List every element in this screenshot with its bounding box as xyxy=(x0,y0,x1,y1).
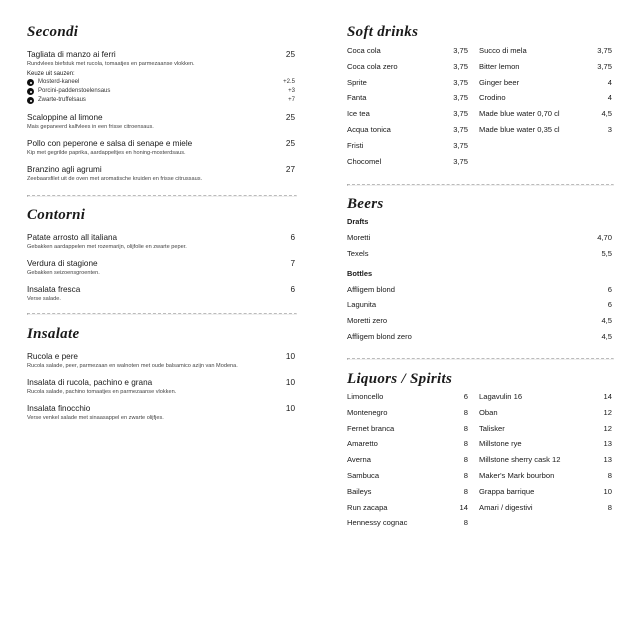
drink-price: 3,75 xyxy=(453,124,468,134)
section-title: Soft drinks xyxy=(347,24,419,40)
drink-row xyxy=(347,43,468,59)
drink-price: 3,75 xyxy=(453,140,468,150)
drink-row xyxy=(347,452,468,468)
sauce-price: +7 xyxy=(288,97,295,103)
drink-price: 8 xyxy=(607,470,612,480)
menu-item xyxy=(27,232,295,251)
item-price: 25 xyxy=(285,50,295,59)
drink-row xyxy=(347,154,468,170)
drink-name: Millstone rye xyxy=(479,439,522,449)
item-price: 7 xyxy=(290,259,295,268)
drink-name: Maker's Mark bourbon xyxy=(479,470,555,480)
drink-price: 8 xyxy=(463,455,468,465)
drink-price: 6 xyxy=(607,300,612,310)
drink-price: 3,75 xyxy=(453,61,468,71)
drink-name: Talisker xyxy=(479,423,505,433)
drink-price: 13 xyxy=(603,455,612,465)
drink-row xyxy=(479,106,612,122)
sauce-price: +3 xyxy=(288,88,295,94)
drink-row xyxy=(347,484,468,500)
drink-row xyxy=(347,436,468,452)
soft-drinks-list-1 xyxy=(347,43,468,169)
item-description: Verse salade. xyxy=(27,296,61,302)
divider xyxy=(27,195,297,197)
section-title: Secondi xyxy=(27,24,79,40)
menu-item xyxy=(27,403,295,422)
sauce-name: Mosterd-kaneel xyxy=(38,79,80,85)
sauce-option xyxy=(27,87,295,96)
item-price: 6 xyxy=(290,285,295,294)
drink-name: Sprite xyxy=(347,77,367,87)
drink-name: Lagavulin 16 xyxy=(479,392,523,401)
drink-row xyxy=(479,75,612,91)
drink-row xyxy=(479,405,612,421)
sauce-option xyxy=(27,96,295,105)
drink-name: Ginger beer xyxy=(479,77,520,87)
drink-name: Acqua tonica xyxy=(347,124,391,134)
item-description: Gebakken seizoensgroenten. xyxy=(27,270,100,276)
drink-price: 3 xyxy=(607,124,612,134)
drink-name: Limoncello xyxy=(347,392,384,401)
drink-name: Grappa barrique xyxy=(479,486,535,496)
drink-price: 4,70 xyxy=(597,233,612,242)
drink-name: Sambuca xyxy=(347,470,380,480)
drink-price: 4 xyxy=(607,93,612,103)
item-description: Kip met gegrilde paprika, aardappeltjes en honing-mosterdsaus. xyxy=(27,150,186,156)
item-price: 10 xyxy=(285,404,295,413)
section-title: Beers xyxy=(347,196,384,212)
drink-name: Coca cola zero xyxy=(347,61,398,71)
drink-name: Coca cola xyxy=(347,46,381,55)
sauce-price: +2.5 xyxy=(283,79,295,85)
drink-row xyxy=(347,500,468,516)
drink-row xyxy=(347,515,468,531)
drink-name: Texels xyxy=(347,248,369,258)
drink-price: 6 xyxy=(607,284,612,294)
drink-row xyxy=(347,389,468,405)
drink-row xyxy=(347,106,468,122)
drink-name: Fristi xyxy=(347,140,364,150)
drink-name: Millstone sherry cask 12 xyxy=(479,455,561,465)
drink-name: Ice tea xyxy=(347,109,370,119)
drink-price: 3,75 xyxy=(453,156,468,166)
drink-price: 10 xyxy=(603,486,612,496)
section-soft-drinks xyxy=(347,24,612,169)
drink-row xyxy=(347,282,612,298)
drink-price: 8 xyxy=(607,502,612,512)
drink-row xyxy=(479,59,612,75)
drink-name: Made blue water 0,35 cl xyxy=(479,124,560,134)
section-insalate xyxy=(27,326,295,429)
item-description: Gebakken aardappelen met rozemarijn, olijfolie en zwarte peper. xyxy=(27,244,187,250)
liquors-list-1 xyxy=(347,389,468,531)
drink-price: 3,75 xyxy=(453,109,468,119)
drink-row xyxy=(347,138,468,154)
section-secondi xyxy=(27,24,295,190)
item-description: Zeebaarsfilet uit de oven met aromatische kruiden en frisse citrussaus. xyxy=(27,176,203,182)
bottles-label: Bottles xyxy=(347,268,373,278)
drink-name: Affligem blond xyxy=(347,284,395,294)
menu-item xyxy=(27,138,295,157)
drink-name: Averna xyxy=(347,455,371,465)
drink-row xyxy=(347,90,468,106)
menu-item xyxy=(27,164,295,183)
drink-row xyxy=(479,122,612,138)
item-description: Rucola salade, pachino tomaatjes en parmezaanse vlokken. xyxy=(27,389,177,395)
item-name: Scaloppine al limone xyxy=(27,113,103,122)
drink-row xyxy=(347,122,468,138)
drink-price: 4,5 xyxy=(601,316,612,326)
drink-row xyxy=(347,59,468,75)
drink-price: 3,75 xyxy=(453,46,468,55)
menu-item xyxy=(27,351,295,370)
item-description: Mais gepaneerd kalfvlees in een frisse citroensaus. xyxy=(27,124,154,130)
item-description: Rucola salade, peer, parmezaan en walnoten met oude balsamico azijn van Modena. xyxy=(27,363,238,369)
drink-name: Moretti xyxy=(347,233,371,242)
section-beers xyxy=(347,196,612,345)
drink-name: Montenegro xyxy=(347,407,388,417)
item-name: Patate arrosto all italiana xyxy=(27,233,118,242)
drink-price: 4,5 xyxy=(601,331,612,341)
drink-row xyxy=(347,230,612,246)
drink-name: Crodino xyxy=(479,93,506,103)
divider xyxy=(347,358,614,360)
drink-row xyxy=(479,452,612,468)
item-description: Verse venkel salade met sinaasappel en zwarte olijfjes. xyxy=(27,415,164,421)
item-name: Insalata finocchio xyxy=(27,404,91,413)
sauce-option xyxy=(27,78,295,87)
liquors-list-2 xyxy=(479,389,612,531)
bottles-list xyxy=(347,282,612,345)
section-title: Contorni xyxy=(27,207,86,223)
drink-name: Fanta xyxy=(347,93,367,103)
drink-row xyxy=(479,421,612,437)
item-name: Pollo con peperone e salsa di senape e miele xyxy=(27,139,193,148)
drink-name: Amaretto xyxy=(347,439,378,449)
drink-price: 12 xyxy=(603,423,612,433)
drink-row xyxy=(347,468,468,484)
drink-name: Succo di mela xyxy=(479,46,527,55)
menu-item xyxy=(27,284,295,303)
drafts-label: Drafts xyxy=(347,217,369,226)
divider xyxy=(347,184,614,186)
drink-price: 8 xyxy=(463,423,468,433)
menu-item xyxy=(27,49,295,105)
drink-name: Made blue water 0,70 cl xyxy=(479,109,560,119)
bullet-icon xyxy=(27,97,34,104)
drink-name: Hennessy cognac xyxy=(347,518,408,528)
drink-name: Oban xyxy=(479,407,498,417)
drink-row xyxy=(479,436,612,452)
sauce-name: Zwarte-truffelsaus xyxy=(38,97,86,103)
section-title: Insalate xyxy=(27,326,80,342)
drafts-list xyxy=(347,230,612,262)
drink-price: 8 xyxy=(463,407,468,417)
drink-name: Lagunita xyxy=(347,300,377,310)
drink-price: 14 xyxy=(603,392,612,401)
item-price: 10 xyxy=(285,378,295,387)
item-price: 6 xyxy=(290,233,295,242)
item-name: Tagliata di manzo ai ferri xyxy=(27,50,116,59)
drink-price: 8 xyxy=(463,486,468,496)
divider xyxy=(27,313,297,315)
menu-item xyxy=(27,258,295,277)
bullet-icon xyxy=(27,88,34,95)
sauce-name: Porcini-paddenstoelensaus xyxy=(38,88,111,94)
drink-row xyxy=(479,484,612,500)
item-name: Verdura di stagione xyxy=(27,259,98,268)
drink-name: Affligem blond zero xyxy=(347,331,412,341)
item-name: Rucola e pere xyxy=(27,352,78,361)
drink-price: 8 xyxy=(463,439,468,449)
drink-price: 4 xyxy=(607,77,612,87)
drink-price: 4,5 xyxy=(601,109,612,119)
item-description: Rundvlees biefstuk met rucola, tomaatjes en parmezaanse vlokken. xyxy=(27,61,195,67)
drink-price: 3,75 xyxy=(597,61,612,71)
drink-row xyxy=(347,297,612,313)
drink-price: 13 xyxy=(603,439,612,449)
item-price: 27 xyxy=(285,165,295,174)
soft-drinks-list-2 xyxy=(479,43,612,169)
drink-price: 12 xyxy=(603,407,612,417)
drink-row xyxy=(347,329,612,345)
drink-price: 8 xyxy=(463,470,468,480)
drink-row xyxy=(347,246,612,262)
section-liquors xyxy=(347,371,612,531)
drink-row xyxy=(479,389,612,405)
drink-row xyxy=(347,313,612,329)
drink-price: 8 xyxy=(463,518,468,528)
section-title: Liquors / Spirits xyxy=(347,371,453,387)
item-name: Insalata fresca xyxy=(27,285,81,294)
item-price: 25 xyxy=(285,139,295,148)
drink-name: Chocomel xyxy=(347,156,382,166)
drink-row xyxy=(479,43,612,59)
drink-row xyxy=(479,468,612,484)
section-contorni xyxy=(27,207,295,310)
drink-row xyxy=(347,421,468,437)
item-price: 10 xyxy=(285,352,295,361)
drink-name: Bitter lemon xyxy=(479,61,520,71)
item-name: Insalata di rucola, pachino e grana xyxy=(27,378,153,387)
drink-name: Fernet branca xyxy=(347,423,395,433)
drink-row xyxy=(479,90,612,106)
drink-price: 3,75 xyxy=(453,77,468,87)
drink-name: Baileys xyxy=(347,486,372,496)
drink-price: 3,75 xyxy=(453,93,468,103)
menu-item xyxy=(27,112,295,131)
drink-price: 14 xyxy=(459,502,468,512)
drink-name: Amari / digestivi xyxy=(479,502,533,512)
drink-name: Run zacapa xyxy=(347,502,388,512)
bullet-icon xyxy=(27,79,34,86)
drink-row xyxy=(479,500,612,516)
drink-row xyxy=(347,405,468,421)
drink-row xyxy=(347,75,468,91)
drink-price: 5,5 xyxy=(601,248,612,258)
drink-price: 3,75 xyxy=(597,46,612,55)
drink-price: 6 xyxy=(463,392,468,401)
item-price: 25 xyxy=(285,113,295,122)
sauces-label: Keuze uit sauzen: xyxy=(27,71,75,77)
item-name: Branzino agli agrumi xyxy=(27,165,102,174)
drink-name: Moretti zero xyxy=(347,316,388,326)
menu-item xyxy=(27,377,295,396)
